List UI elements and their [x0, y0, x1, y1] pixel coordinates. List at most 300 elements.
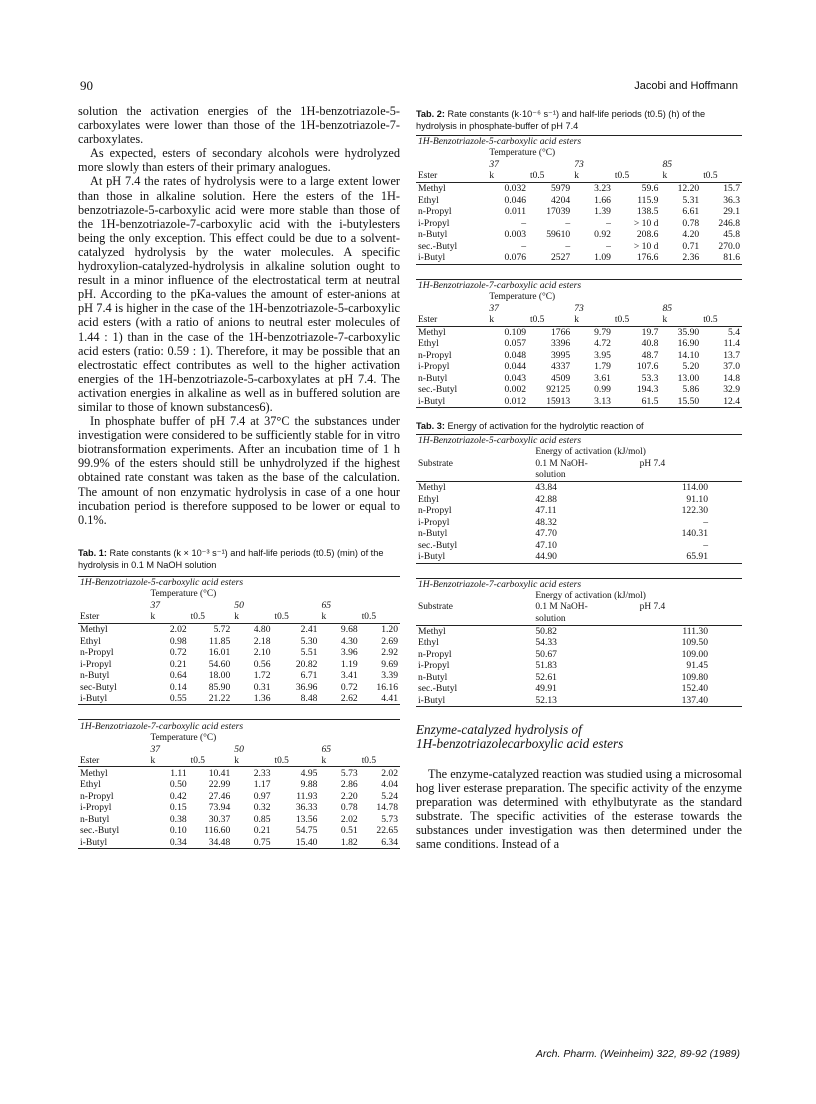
value-cell: 0.31 [253, 681, 271, 693]
left-column [78, 104, 400, 849]
column-header-t [273, 755, 320, 767]
value-cell: 18.00 [208, 670, 231, 682]
ester-name: sec-Butyl [80, 681, 117, 693]
value-cell: 194.3 [636, 384, 659, 396]
ester-name: n-Propyl [80, 647, 114, 659]
value-cell: 0.50 [169, 779, 187, 791]
paragraph: The enzyme-catalyzed reaction was studied using a microsomal hog liver esterase preparation. The specific activity of the enzyme preparation was determined with ethylbutyrate as the standard substrate. The specific activities of the esterase towards the substances under investigation was then determined under the same conditions. Instead of a [416, 767, 742, 852]
value-cell: 15.7 [723, 183, 740, 195]
value-cell: 0.92 [594, 229, 611, 241]
value-cell: 5.72 [213, 624, 231, 636]
substrate-name: i-Propyl [418, 516, 450, 528]
table-row [416, 361, 742, 373]
temperature-values-row [416, 303, 742, 315]
running-head: Jacobi and Hoffmann [634, 80, 738, 92]
section-title-row [416, 435, 742, 447]
value-cell: 2.86 [340, 779, 358, 791]
column-header-label: t0.5 [190, 755, 205, 766]
value-cell: 5979 [551, 183, 571, 195]
column-header-ester: Ester [416, 314, 487, 326]
section-title-row [78, 576, 400, 588]
substrate-name: sec.-Butyl [418, 539, 458, 551]
value-cell: 53.3 [641, 372, 659, 384]
value-cell: 3.13 [572, 396, 613, 408]
value-cell: – [606, 240, 611, 252]
section-title-row [416, 279, 742, 291]
empty-cell [78, 743, 148, 755]
value-cell: 27.46 [208, 790, 231, 802]
table-row [416, 695, 742, 707]
table-row [78, 779, 400, 791]
value-cell: 13.00 [677, 372, 700, 384]
substrate-name: n-Propyl [418, 505, 452, 517]
value-cell: 4.30 [340, 635, 358, 647]
value-cell: 5.51 [300, 647, 318, 659]
value-cell: 2.20 [340, 790, 358, 802]
temperature-value: 37 [489, 302, 499, 314]
table-row [416, 252, 742, 264]
value-cell: 3.23 [594, 183, 611, 195]
value-cell: 59610 [546, 229, 571, 241]
value-cell: 0.21 [253, 825, 271, 837]
ester-name: i-Butyl [416, 252, 487, 264]
empty-cell [416, 303, 487, 315]
value-cell: 21.22 [189, 693, 233, 705]
column-header-label: t0.5 [530, 314, 545, 325]
ester-name: Methyl [418, 326, 446, 338]
column-header-k: k [319, 755, 359, 767]
value-cell: 48.32 [535, 516, 557, 528]
ester-name: i-Propyl [418, 361, 450, 373]
value-cell: 114.00 [681, 482, 708, 494]
column-header-t [701, 171, 742, 183]
column-header-t [613, 314, 661, 326]
substrate-name: Methyl [418, 482, 446, 494]
temperature-values-row [416, 159, 742, 171]
column-header-naoh: 0.1 M NaOH- [535, 458, 588, 469]
value-cell: 109.80 [681, 671, 708, 683]
value-cell: – [565, 217, 571, 229]
column-header-row [416, 602, 742, 614]
ester-name: Ethyl [418, 338, 439, 350]
table-row [78, 693, 400, 705]
substrate-name: sec.-Butyl [418, 683, 458, 695]
table-row [78, 623, 400, 635]
value-cell: 0.97 [253, 790, 271, 802]
temperature-label: Temperature (°C) [489, 148, 556, 159]
substrate-name: i-Propyl [418, 660, 450, 672]
temperature-values-row [78, 743, 400, 755]
value-cell: 19.7 [641, 326, 659, 338]
value-cell: 52.61 [535, 671, 557, 683]
value-cell: 12.20 [677, 183, 700, 195]
table-row [416, 396, 742, 408]
table-row [416, 482, 742, 494]
value-cell: 2.02 [381, 767, 398, 779]
value-cell: 59.6 [641, 183, 659, 195]
value-cell: 9.68 [340, 624, 358, 636]
value-cell: 14.78 [376, 802, 398, 814]
value-cell: 0.64 [169, 670, 187, 682]
value-cell: 3.95 [594, 349, 611, 361]
value-cell: 0.109 [504, 326, 527, 338]
empty-cell [416, 613, 533, 625]
value-cell: 20.82 [295, 658, 318, 670]
value-cell: 43.84 [535, 482, 557, 494]
value-cell: 16.01 [208, 647, 231, 659]
ester-name: Methyl [418, 183, 446, 195]
value-cell: 91.45 [686, 660, 708, 672]
table-row [78, 658, 400, 670]
column-header-row [416, 470, 742, 482]
column-header-k: k [232, 611, 272, 623]
value-cell: 15913 [528, 396, 572, 408]
value-cell: 115.9 [637, 194, 659, 206]
value-cell: 1.82 [319, 836, 359, 848]
value-cell: 1.72 [253, 670, 271, 682]
value-cell: 54.75 [295, 825, 318, 837]
value-cell: 16.90 [677, 338, 700, 350]
column-header-row [78, 755, 400, 767]
temperature-value: 73 [574, 302, 584, 314]
empty-cell [416, 470, 533, 482]
table-row [416, 218, 742, 230]
value-cell: 122.30 [681, 505, 708, 517]
value-cell: > 10 d [633, 217, 659, 229]
column-header-k: k [572, 314, 613, 326]
value-cell: 4.41 [360, 693, 400, 705]
column-header-row [416, 458, 742, 470]
table-row [416, 505, 742, 517]
value-cell: 140.31 [681, 528, 708, 540]
value-cell: 137.40 [638, 695, 742, 707]
table-row [78, 813, 400, 825]
value-cell: 29.1 [723, 206, 740, 218]
temperature-value: 37 [150, 743, 161, 755]
table-row [78, 681, 400, 693]
value-cell: 15.50 [660, 396, 701, 408]
value-cell: – [703, 516, 708, 528]
value-cell: – [521, 217, 527, 229]
column-header-naoh: 0.1 M NaOH- [535, 602, 588, 613]
data-table [416, 135, 742, 408]
value-cell: 5.31 [682, 194, 700, 206]
data-table [78, 576, 400, 849]
energy-label-row [416, 447, 742, 459]
section-title-row [416, 136, 742, 148]
ester-name: i-Propyl [80, 658, 112, 670]
energy-label: Energy of activation (kJ/mol) [535, 590, 646, 601]
value-cell: 92125 [546, 384, 571, 396]
ester-name: sec.-Butyl [80, 825, 120, 837]
substrate-name: Methyl [418, 625, 446, 637]
data-table [416, 434, 742, 707]
table-row [416, 517, 742, 529]
value-cell: 91.10 [686, 493, 708, 505]
spacer [416, 563, 742, 578]
value-cell: 85.90 [208, 681, 231, 693]
value-cell: 3995 [551, 349, 571, 361]
value-cell: – [521, 240, 527, 252]
table-1 [78, 576, 400, 849]
value-cell: 13.56 [295, 813, 318, 825]
value-cell: 14.10 [677, 349, 700, 361]
value-cell: 4204 [551, 194, 571, 206]
ester-name: n-Butyl [80, 813, 110, 825]
table-row [78, 836, 400, 848]
value-cell: 37.0 [723, 361, 740, 373]
temperature-value: 50 [234, 743, 244, 755]
value-cell: 111.30 [682, 625, 708, 637]
value-cell: 0.032 [504, 183, 527, 195]
value-cell: 0.044 [504, 361, 527, 373]
value-cell: 3.39 [381, 670, 398, 682]
column-header-label: t0.5 [614, 314, 630, 325]
value-cell: 0.011 [504, 206, 527, 218]
energy-label: Energy of activation (kJ/mol) [535, 447, 646, 458]
table-row [416, 660, 742, 672]
value-cell: 1766 [551, 326, 571, 338]
value-cell: – [703, 539, 708, 551]
value-cell: 0.32 [253, 802, 271, 814]
temperature-value: 65 [321, 600, 332, 612]
value-cell: 6.61 [682, 206, 700, 218]
column-header-label: t0.5 [703, 314, 718, 325]
column-header-k: k [148, 755, 188, 767]
value-cell: 1.17 [253, 779, 271, 791]
table-3 [416, 434, 742, 707]
value-cell: 5.73 [381, 813, 398, 825]
column-header-substrate: Substrate [418, 458, 453, 469]
section-title-row [416, 578, 742, 590]
substrate-name: Ethyl [418, 493, 439, 505]
value-cell: 10.41 [208, 767, 231, 779]
column-header-k: k [487, 171, 528, 183]
empty-cell [638, 613, 742, 625]
value-cell: 2.69 [381, 635, 398, 647]
column-header-row [416, 314, 742, 326]
value-cell: 109.50 [681, 637, 708, 649]
substrate-name: n-Butyl [418, 528, 448, 540]
value-cell: 9.69 [381, 658, 398, 670]
table-row [416, 241, 742, 253]
value-cell: 0.55 [148, 693, 188, 705]
value-cell: 73.94 [208, 802, 231, 814]
column-header-substrate: Substrate [418, 602, 453, 613]
value-cell: 1.36 [232, 693, 272, 705]
ester-name: n-Butyl [418, 229, 448, 241]
value-cell: 2.10 [253, 647, 271, 659]
value-cell: 47.11 [535, 505, 557, 517]
value-cell: – [606, 217, 611, 229]
empty-cell [416, 148, 487, 160]
value-cell: 15.40 [273, 836, 320, 848]
paragraph: As expected, esters of secondary alcohols were hydrolyzed more slowly than esters of their primary analogues. [78, 146, 400, 175]
value-cell: 3.96 [340, 647, 358, 659]
section-title: 1H-Benzotriazole-7-carboxylic acid esters [416, 578, 742, 590]
value-cell: 4.80 [253, 624, 271, 636]
value-cell: 36.3 [723, 194, 740, 206]
value-cell: 1.09 [572, 252, 613, 264]
table-2 [416, 135, 742, 408]
empty-cell [638, 470, 742, 482]
value-cell: 0.10 [169, 825, 187, 837]
ester-name: Ethyl [80, 635, 101, 647]
substrate-name: i-Butyl [416, 695, 533, 707]
spacer [416, 264, 742, 279]
column-header-t [189, 755, 233, 767]
value-cell: 0.15 [169, 802, 187, 814]
ester-name: i-Propyl [80, 802, 112, 814]
value-cell: 0.78 [340, 802, 358, 814]
value-cell: 16.16 [376, 681, 398, 693]
value-cell: 5.30 [300, 635, 318, 647]
value-cell: 42.88 [535, 493, 557, 505]
table-row [416, 384, 742, 396]
temperature-label-row [78, 732, 400, 744]
temperature-value: 85 [662, 302, 673, 314]
table-row [416, 528, 742, 540]
value-cell: 0.34 [148, 836, 188, 848]
value-cell: 0.003 [504, 229, 527, 241]
column-header-ester: Ester [416, 171, 487, 183]
value-cell: > 10 d [633, 240, 659, 252]
value-cell: 0.72 [169, 647, 187, 659]
table-row [416, 625, 742, 637]
value-cell: 4337 [551, 361, 571, 373]
table-row [78, 647, 400, 659]
temperature-values-row [78, 600, 400, 612]
value-cell: 1.79 [594, 361, 611, 373]
table-row [416, 540, 742, 552]
value-cell: 50.67 [535, 648, 557, 660]
value-cell: 22.65 [376, 825, 398, 837]
ester-name: Ethyl [80, 779, 101, 791]
value-cell: 208.6 [636, 229, 659, 241]
value-cell: 12.4 [701, 396, 742, 408]
value-cell: 11.93 [296, 790, 318, 802]
value-cell: 4.72 [594, 338, 611, 350]
value-cell: 116.60 [204, 825, 231, 837]
table-3-caption: Tab. 3: Energy of activation for the hydrolytic reaction of [416, 421, 644, 431]
value-cell: 0.38 [169, 813, 187, 825]
value-cell: 4.04 [381, 779, 398, 791]
value-cell: 1.66 [594, 194, 611, 206]
page-number: 90 [80, 78, 93, 93]
value-cell: 30.37 [208, 813, 231, 825]
ester-name: n-Propyl [418, 349, 452, 361]
table-row [78, 825, 400, 837]
table-row [416, 350, 742, 362]
value-cell: 13.7 [723, 349, 740, 361]
ester-name: i-Butyl [78, 693, 148, 705]
value-cell: 4509 [551, 372, 571, 384]
temperature-label: Temperature (°C) [150, 589, 217, 600]
temperature-label-row [78, 588, 400, 600]
value-cell: 0.71 [682, 240, 700, 252]
value-cell: 44.90 [533, 551, 637, 563]
value-cell: 49.91 [535, 683, 557, 695]
value-cell: 1.19 [340, 658, 358, 670]
value-cell: 6.34 [360, 836, 400, 848]
column-header-t [360, 611, 400, 623]
ester-name: i-Butyl [416, 396, 487, 408]
column-header-ester: Ester [78, 611, 148, 623]
right-column [416, 108, 742, 852]
column-header-row [78, 611, 400, 623]
column-header-label: t0.5 [274, 612, 289, 623]
value-cell: 5.20 [682, 361, 700, 373]
value-cell: – [565, 240, 571, 252]
column-header-k: k [319, 611, 359, 623]
substrate-name: i-Butyl [416, 551, 533, 563]
value-cell: 176.6 [613, 252, 661, 264]
column-header-t [701, 314, 742, 326]
footer-citation: Arch. Pharm. (Weinheim) 322, 89-92 (1989) [535, 1048, 740, 1060]
section-title-row [78, 720, 400, 732]
value-cell: 2.92 [381, 647, 398, 659]
value-cell: 2.02 [340, 813, 358, 825]
column-header-k: k [232, 755, 272, 767]
paragraph: solution the activation energies of the 1H-benzotriazole-5-carboxylates were lower than those of the 1H-benzotriazole-7-carboxylates. [78, 104, 400, 147]
paragraph: At pH 7.4 the rates of hydrolysis were to a large extent lower than those in alkaline solution. Here the esters of the 1H-benzotriazole-5-carboxylic acid were more stable than those of the 1H-benzotriazole-7-carboxylic acid with the i-butylesters being the only exception. This effect could be due to a solvent-catalyzed hydrolysis by the water molecules. A specific hydroxylion-catalyzed-hydrolysis in alkaline solution ought to result in a minor influence of the electrostatical term at neutral pH. According to the pKa-values the amount of ester-anions at pH 7.4 is higher in the case of the 1H-benzotriazole-5-carboxylic acid esters (with a ratio of anions to neutral ester molecules of 1.44 : 1) than in the case of the 1H-benzotriazole-7-carboxylic acid esters (ratio: 0.59 : 1). Therefore, it may be possible that an electrostatic effect contributes as well to the higher activation energies of the 1H-benzotriazole-5-carboxylates at pH 7.4. The activation energies in alkaline as well as in buffered solution are similar to those of known substances6). [78, 174, 400, 414]
value-cell: 2.62 [319, 693, 359, 705]
value-cell: 6.71 [300, 670, 318, 682]
section-heading: Enzyme-catalyzed hydrolysis of 1H-benzotriazolecarboxylic acid esters [416, 722, 624, 751]
column-header-t [528, 171, 572, 183]
table-row [78, 802, 400, 814]
spacer-row [416, 264, 742, 279]
table-row [416, 672, 742, 684]
column-header-k: k [148, 611, 188, 623]
table-row [416, 683, 742, 695]
table-row [416, 637, 742, 649]
column-header-t [360, 755, 400, 767]
section-title: 1H-Benzotriazole-5-carboxylic acid esters [416, 435, 742, 447]
value-cell: 3396 [551, 338, 571, 350]
value-cell: 5.4 [728, 326, 740, 338]
column-header-label: t0.5 [190, 612, 205, 623]
value-cell: 52.13 [533, 695, 637, 707]
column-header-label: t0.5 [274, 755, 289, 766]
column-header-k: k [487, 314, 528, 326]
value-cell: 81.6 [701, 252, 742, 264]
empty-cell [416, 159, 487, 171]
empty-cell [416, 291, 487, 303]
energy-label-row [416, 590, 742, 602]
column-header-naoh-2: solution [533, 613, 637, 625]
value-cell: 2527 [528, 252, 572, 264]
ester-name: i-Propyl [418, 217, 450, 229]
value-cell: 11.85 [209, 635, 231, 647]
value-cell: 2.33 [253, 767, 271, 779]
value-cell: 1.20 [381, 624, 398, 636]
column-header-t [528, 314, 572, 326]
ester-name: sec.-Butyl [418, 384, 458, 396]
spacer-row [78, 705, 400, 720]
value-cell: 1.39 [594, 206, 611, 218]
section-title: 1H-Benzotriazole-7-carboxylic acid esters [416, 279, 742, 291]
empty-cell [78, 588, 148, 600]
value-cell: 48.7 [641, 349, 659, 361]
column-header-row [416, 171, 742, 183]
value-cell: 0.043 [504, 372, 527, 384]
ester-name: Methyl [80, 767, 108, 779]
value-cell: 0.42 [169, 790, 187, 802]
paragraph: In phosphate buffer of pH 7.4 at 37°C the substances under investigation were considered to be sufficiently stable for in vitro biotransformation experiments. After an incubation time of 1 h 99.9% of the esters should still be unhydrolyzed if the highest obtained rate constant was taken as the base of the calculation. The amount of non enzymatic hydrolysis in case of a one hour incubation period is therefore supposed to be lower or equal to 0.1%. [78, 414, 400, 527]
table-2-caption: Tab. 2: Rate constants (k·10⁻⁶ s⁻¹) and half-life periods (t0.5) (h) of the hydrolysis in phosphate-buffer of pH 7.4 [416, 109, 706, 131]
value-cell: 246.8 [718, 217, 740, 229]
